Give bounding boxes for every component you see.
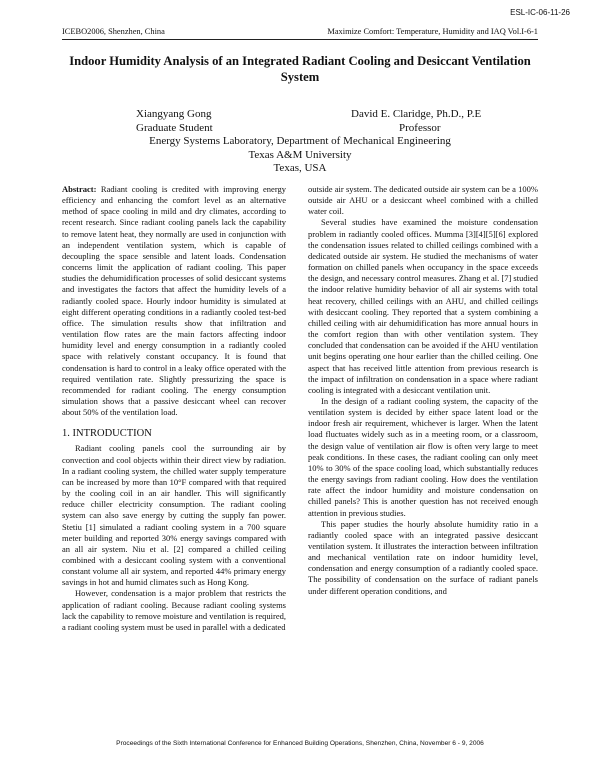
body-paragraph: Radiant cooling panels cool the surrounding air by convection and cool objects within their direct view by radiation. In a radiant cooling system, the chilled water supply temperature can be increased by more than 10°F compared with that required by the cooling coil in an air handler. This will significantly reduce chiller electricity consumption. The radiant cooling system can also save energy by cutting the supply fan power. Stetiu [1] simulated a radiant cooling system in a 700 square meter building and reported 30% energy savings compared with an all air system. Niu et al. [2] compared a chilled ceiling combined with a desiccant cooling system with a conventional constant volume all air system, and reported 44% primary energy savings in hot and humid climates such as Hong Kong. bbox=[62, 443, 286, 588]
affiliation-line-2: Texas A&M University bbox=[248, 148, 352, 161]
abstract-text: Radiant cooling is credited with improving energy efficiency and enhancing the comfort level as an alternative method of space cooling in mild and dry climates, according to recent research. Since radiant cooling panels lack the capability to remove latent heat, they normally are used in conjunction with an independent ventilation system, which is capable of decoupling the space sensible and latent loads. Condensation concerns limit the application of radiant cooling. This paper studies the dehumidification processes of solid desiccant systems and investigates the factors that affect the humidity levels of a radiantly cooled space. Hourly indoor humidity is simulated at eight different operating conditions in a radiantly cooled test-bed office. The simulation results show that infiltration and ventilation flow rates are the main factors affecting indoor humidity level and energy consumption in a radiantly cooled space with relatively constant occupancy. It is found that condensation is hard to control in a leaky office operated with the required ventilation rate. Slightly pressurizing the space is recommended for radiant cooling. The energy consumption simulation shows that a passive desiccant wheel can recover about 50% of the ventilation load. bbox=[62, 184, 286, 418]
abstract bbox=[62, 184, 286, 418]
header-conference: ICEBO2006, Shenzhen, China bbox=[62, 27, 165, 36]
author-2-name: David E. Claridge, Ph.D., P.E bbox=[351, 108, 482, 120]
left-column bbox=[62, 184, 286, 633]
document-id: ESL-IC-06-11-26 bbox=[510, 8, 570, 17]
running-header bbox=[62, 27, 538, 36]
author-1-name: Xiangyang Gong bbox=[136, 108, 212, 120]
right-column bbox=[308, 184, 538, 597]
body-paragraph: outside air system. The dedicated outside air system can be a 100% outside air AHU or a desiccant wheel combined with a chilled water coil. bbox=[308, 184, 538, 217]
body-paragraph: This paper studies the hourly absolute humidity ratio in a radiantly cooled space with an integrated passive desiccant ventilation system. It illustrates the interaction between infiltration and mechanical ventilation rate on indoor humidity level, condensation and energy consumption of a radiantly cooled space. The possibility of condensation on the surface of radiant panels under different operation conditions, and bbox=[308, 518, 538, 596]
body-paragraph: In the design of a radiant cooling system, the capacity of the ventilation system is decided by either space latent load or the indoor fresh air requirement, whichever is larger. When the latent load fluctuates widely such as in a meeting room, or a classroom, the design value of ventilation air flow is often very large to meet peak conditions. In these cases, the radiant cooling can only meet 10% to 30% of the space cooling load, which substantially reduces the energy savings from radiant cooling. How does the ventilation rate affect the indoor humidity and moisture condensation on chilled panels? This is another question has not received enough attention in previous studies. bbox=[308, 395, 538, 518]
header-session: Maximize Comfort: Temperature, Humidity and IAQ Vol.I-6-1 bbox=[327, 27, 538, 36]
author-1-role: Graduate Student bbox=[136, 121, 213, 134]
author-block bbox=[62, 108, 538, 176]
affiliation-line-3: Texas, USA bbox=[273, 162, 327, 175]
body-paragraph: Several studies have examined the moisture condensation problem in radiantly cooled offices. Mumma [3][4][5][6] explored the condensation issues related to chilled ceilings combined with a dedicated outside air system. He studied the mechanisms of water formation on chilled panels when occupancy in the space exceeds the design, and necessary control measures. Zhang et al. [7] studied the indoor relative humidity behavior of all air systems with total heat recovery, chilled ceilings with an AHU, and chilled ceilings with desiccant cooling. They reported that a system combining a chilled ceiling with air dehumidification has more annual hours in the comfort region than with other ventilation system. They concluded that condensation can be avoided if the AHU ventilation unit begins operating one hour earlier than the chilled ceiling. One aspect that has received little attention from previous research is the impact of infiltration on condensation in a space where radiant cooling is integrated with a desiccant ventilation unit. bbox=[308, 217, 538, 395]
body-paragraph: However, condensation is a major problem that restricts the application of radiant cooling. Because radiant cooling systems lack the capability to remove moisture and ventilation is required, a radiant cooling system must be used in parallel with a dedicated bbox=[62, 588, 286, 632]
page-footer: Proceedings of the Sixth International Conference for Enhanced Building Operations, Shenzhen, China, November 6 - 9, 2006 bbox=[116, 740, 484, 747]
section-heading-introduction: 1. INTRODUCTION bbox=[62, 428, 152, 440]
paper-title: Indoor Humidity Analysis of an Integrated Radiant Cooling and Desiccant Ventilation System bbox=[69, 54, 531, 84]
abstract-label: Abstract: bbox=[62, 184, 97, 194]
author-2-role: Professor bbox=[399, 121, 441, 134]
affiliation-line-1: Energy Systems Laboratory, Department of Mechanical Engineering bbox=[149, 135, 451, 148]
header-rule bbox=[62, 39, 538, 40]
